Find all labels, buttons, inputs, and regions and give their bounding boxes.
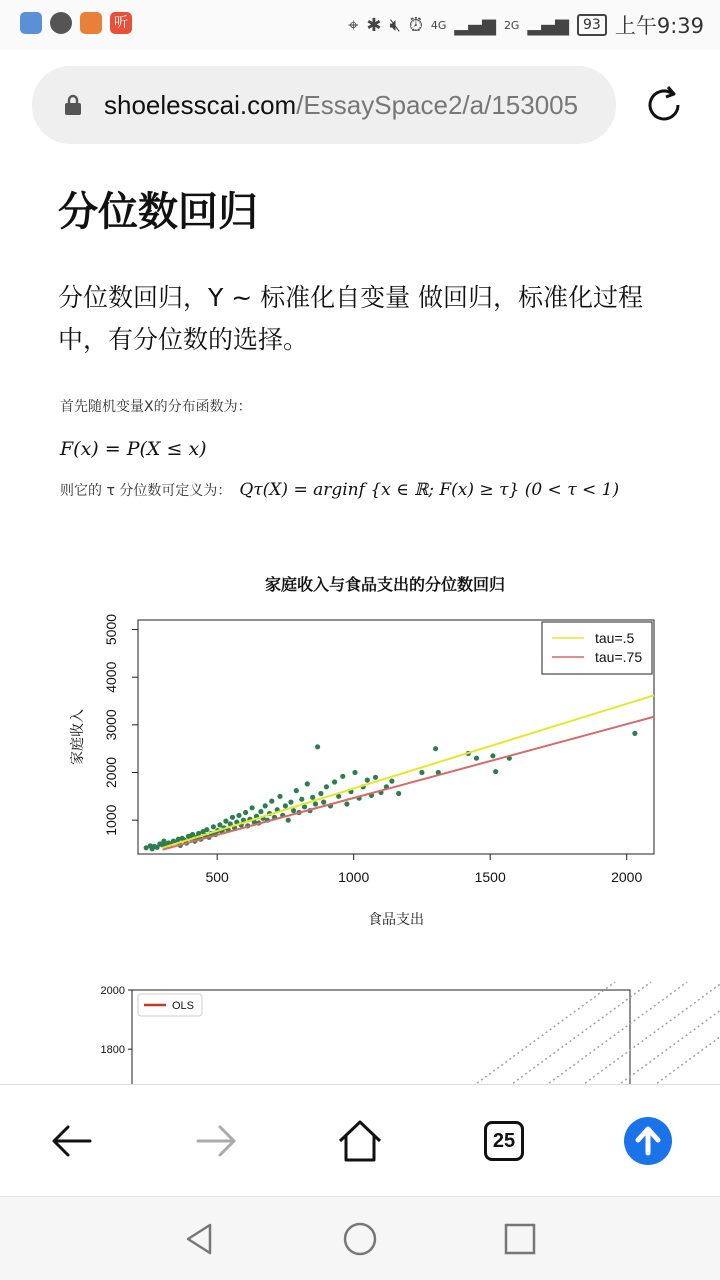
system-home-icon[interactable] — [342, 1221, 378, 1257]
legend-label-tau75: tau=.75 — [595, 649, 643, 665]
mute-icon: 🔇︎ — [389, 14, 401, 36]
regression-line-tau75 — [163, 717, 654, 850]
forward-icon[interactable] — [188, 1113, 244, 1169]
location-icon: ⌖ — [348, 14, 359, 36]
dotted-line — [609, 982, 720, 1092]
chart-title: 家庭收入与食品支出的分位数回归 — [264, 575, 506, 594]
notification-icons — [20, 12, 132, 34]
system-recents-icon[interactable] — [502, 1221, 538, 1257]
scatter-point — [211, 824, 216, 829]
address-bar[interactable] — [32, 66, 616, 144]
x-tick-label: 1000 — [338, 869, 370, 885]
quantile-note: 则它的 τ 分位数可定义为： — [60, 483, 232, 499]
ols-chart — [90, 982, 650, 1092]
chat-app-icon — [50, 12, 72, 34]
scatter-point — [283, 803, 288, 808]
shield-app-icon — [20, 12, 42, 34]
scatter-point — [243, 810, 248, 815]
scatter-point — [632, 731, 637, 736]
signal-2g-label: 2G — [503, 18, 520, 32]
scatter-point — [433, 746, 438, 751]
x-axis-label: 食品支出 — [368, 912, 424, 928]
back-icon[interactable] — [44, 1113, 100, 1169]
scatter-point — [373, 775, 378, 780]
alarm-icon: ⏰︎ — [408, 14, 423, 36]
x-tick-label: 2000 — [611, 869, 643, 885]
scatter-point — [294, 788, 299, 793]
definition-note: 首先随机变量X的分布函数为： — [60, 399, 252, 415]
signal-icon-2: ▂▄▆ — [527, 14, 569, 36]
dotted-line — [465, 982, 615, 1092]
scatter-point — [223, 819, 228, 824]
scatter-point — [269, 799, 274, 804]
scatter-point — [332, 779, 337, 784]
quantile-definition — [60, 480, 680, 500]
listen-app-icon: 听 — [110, 12, 132, 34]
y-tick-label: 5000 — [103, 613, 119, 646]
dotted-line — [645, 982, 720, 1092]
url-text[interactable] — [104, 86, 600, 124]
regression-line-tau5 — [163, 695, 654, 848]
reload-icon[interactable] — [642, 83, 686, 127]
dotted-quantile-lines — [465, 982, 720, 1092]
scatter-point — [352, 770, 357, 775]
scatter-point — [490, 753, 495, 758]
y-tick-label-2: 2000 — [100, 985, 125, 997]
browser-toolbar — [0, 1084, 720, 1196]
scatter-point — [161, 839, 166, 844]
dotted-line — [537, 982, 687, 1092]
upload-icon[interactable] — [620, 1113, 676, 1169]
scatter-point — [305, 781, 310, 786]
ols-legend — [138, 994, 202, 1016]
scatter-point — [344, 801, 349, 806]
system-back-icon[interactable] — [182, 1221, 218, 1257]
scatter-point — [324, 784, 329, 789]
scatter-point — [291, 808, 296, 813]
signal-icon: ▂▄▆ — [454, 14, 496, 36]
clock: 上午9:39 — [614, 14, 704, 38]
y-axis-label: 家庭收入 — [70, 709, 86, 765]
article — [58, 170, 678, 361]
x-tick-label: 1500 — [474, 869, 506, 885]
article-intro: 分位数回归，Y ~ 标准化自变量 做回归，标准化过程中，有分位数的选择。 — [58, 283, 644, 354]
status-bar — [0, 0, 720, 50]
scatter-point — [389, 779, 394, 784]
scatter-point — [236, 813, 241, 818]
lock-icon — [62, 94, 84, 116]
scatter-point — [299, 797, 304, 802]
article-title: 分位数回归 — [58, 189, 258, 235]
scatter-point — [365, 778, 370, 783]
y-tick-label: 2000 — [103, 756, 119, 789]
battery-level: 93 — [577, 14, 607, 36]
scatter-point — [315, 744, 320, 749]
scatter-point — [250, 805, 255, 810]
scatter-point — [340, 774, 345, 779]
scatter-point — [277, 794, 282, 799]
scatter-point — [313, 801, 318, 806]
scatter-point — [310, 795, 315, 800]
dotted-line — [501, 982, 651, 1092]
quantile-formula: Qτ(X) = arginf {x ∈ ℝ; F(x) ≥ τ} (0 < τ < 1) — [239, 480, 620, 500]
scatter-point — [288, 800, 293, 805]
scatter-point — [493, 769, 498, 774]
y-tick-label: 4000 — [103, 661, 119, 693]
ols-legend-label: OLS — [172, 1000, 195, 1012]
scatter-point — [419, 770, 424, 775]
scatter-point — [321, 800, 326, 805]
y-tick-label: 1000 — [103, 804, 119, 836]
chart-legend — [542, 622, 652, 674]
dotted-line — [573, 982, 720, 1092]
y-axis-ticks — [103, 614, 138, 836]
quantile-regression-chart — [60, 560, 660, 940]
game-app-icon — [80, 12, 102, 34]
scatter-point — [230, 815, 235, 820]
status-icons — [348, 10, 704, 40]
scatter-point — [474, 756, 479, 761]
formula-image — [60, 390, 680, 500]
scatter-point — [396, 791, 401, 796]
cdf-formula: F(x) = P(X ≤ x) — [60, 438, 207, 460]
scatter-point — [318, 791, 323, 796]
scatter-point — [204, 827, 209, 832]
signal-4g-label: 4G — [430, 18, 447, 32]
x-tick-label: 500 — [205, 869, 229, 885]
tab-count: 25 — [484, 1121, 524, 1161]
home-icon[interactable] — [332, 1113, 388, 1169]
tabs-button[interactable] — [476, 1113, 532, 1169]
url-path: /EssaySpace2/a/153005 — [296, 90, 579, 120]
legend-label-tau5: tau=.5 — [595, 630, 635, 646]
scatter-points — [144, 731, 638, 852]
y-tick-label: 3000 — [103, 709, 119, 741]
scatter-point — [263, 803, 268, 808]
scatter-point — [286, 818, 291, 823]
y-tick-label-2: 1800 — [100, 1044, 125, 1057]
url-host: shoelesscai.com — [104, 90, 297, 120]
x-axis-ticks — [205, 854, 642, 885]
scatter-point — [258, 809, 263, 814]
system-navigation-bar — [0, 1196, 720, 1280]
bluetooth-icon: ✱ — [366, 14, 382, 36]
